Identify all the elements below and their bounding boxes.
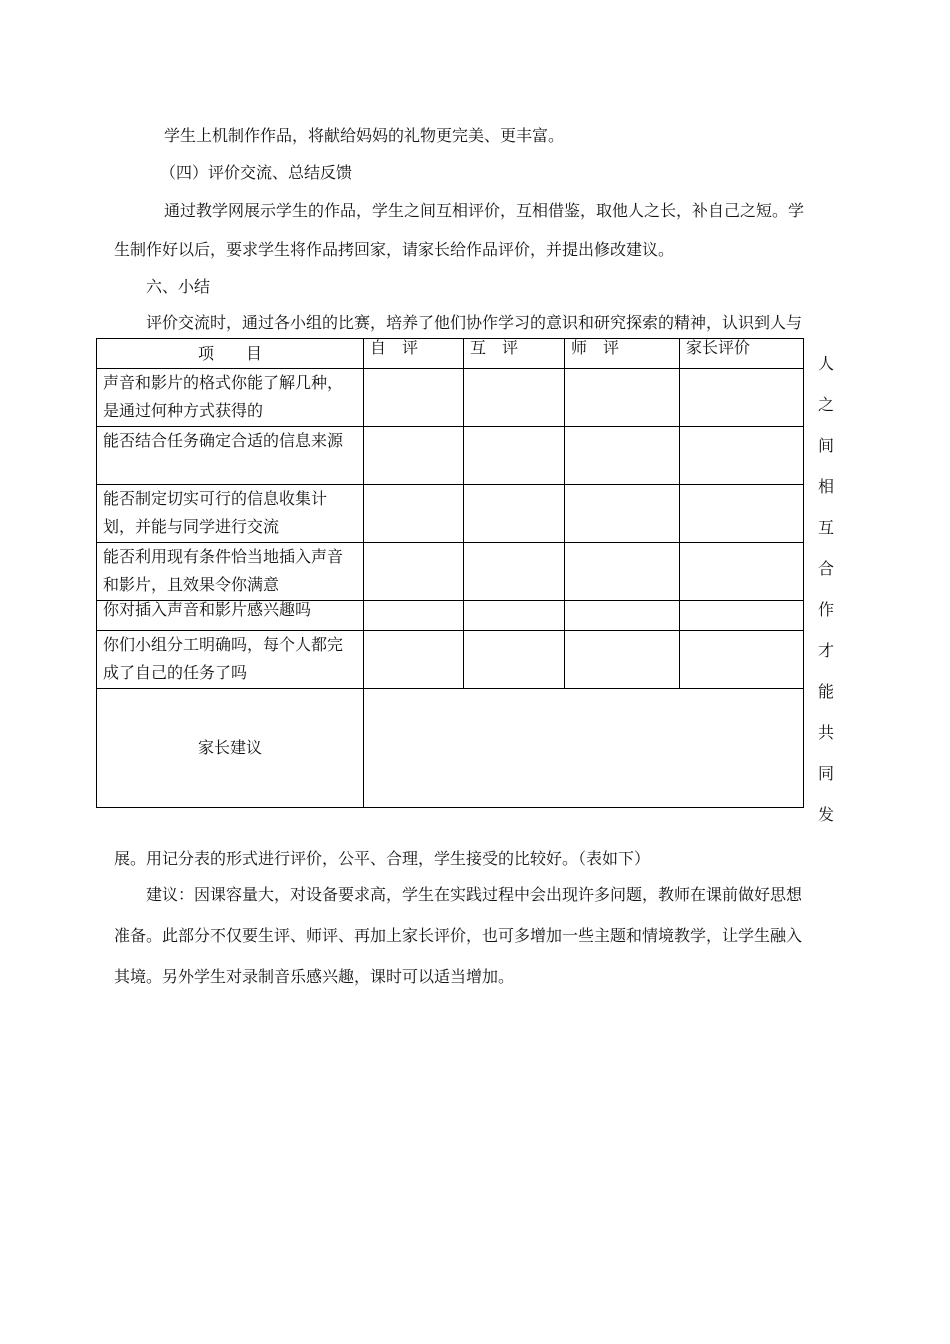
- cell-self: [364, 543, 464, 601]
- vertical-char: 共: [818, 723, 835, 742]
- cell-teacher: [565, 369, 680, 427]
- vertical-char: 同: [818, 764, 835, 783]
- cell-peer: [464, 543, 565, 601]
- parent-advice-row: [97, 689, 804, 808]
- vertical-char: 相: [818, 477, 835, 496]
- cell-parent: [680, 601, 804, 631]
- vertical-char: 合: [818, 559, 835, 578]
- table-row: [97, 543, 804, 601]
- table-row: [97, 631, 804, 689]
- cell-teacher: [565, 601, 680, 631]
- cell-parent: [680, 631, 804, 689]
- cell-teacher: [565, 543, 680, 601]
- table-row: [97, 369, 804, 427]
- row-item: 你们小组分工明确吗，每个人都完成了自己的任务了吗: [97, 631, 364, 689]
- header-peer-eval: 互 评: [464, 339, 565, 369]
- cell-self: [364, 631, 464, 689]
- cell-peer: [464, 485, 565, 543]
- cell-peer: [464, 427, 565, 485]
- row-item: 能否结合任务确定合适的信息来源: [97, 427, 364, 485]
- paragraph-1: 学生上机制作作品，将献给妈妈的礼物更完美、更丰富。: [164, 126, 565, 145]
- paragraph-6-line-1: 建议：因课容量大，对设备要求高，学生在实践过程中会出现许多问题，教师在课前做好思想: [146, 885, 803, 904]
- row-item: 能否利用现有条件恰当地插入声音和影片，且效果令你满意: [97, 543, 364, 601]
- vertical-char: 作: [818, 600, 835, 619]
- cell-self: [364, 485, 464, 543]
- parent-advice-cell: [364, 689, 804, 808]
- paragraph-6-line-2: 准备。此部分不仅要生评、师评、再加上家长评价，也可多增加一些主题和情境教学，让学生融入: [114, 926, 803, 945]
- header-teacher-eval: 师 评: [565, 339, 680, 369]
- paragraph-3-line-1: 通过教学网展示学生的作品，学生之间互相评价，互相借鉴，取他人之长，补自己之短。学: [164, 201, 805, 220]
- cell-peer: [464, 631, 565, 689]
- vertical-char: 互: [818, 518, 835, 537]
- cell-teacher: [565, 631, 680, 689]
- header-parent-eval: 家长评价: [680, 339, 804, 369]
- vertical-char: 间: [818, 436, 835, 455]
- header-self-eval: 自 评: [364, 339, 464, 369]
- vertical-char: 能: [818, 682, 835, 701]
- evaluation-table: [96, 338, 804, 808]
- section-heading-4: （四）评价交流、总结反馈: [160, 163, 353, 182]
- parent-advice-label: 家长建议: [97, 689, 364, 808]
- row-item: 你对插入声音和影片感兴趣吗: [97, 601, 364, 631]
- paragraph-5-line-1: 评价交流时，通过各小组的比赛，培养了他们协作学习的意识和研究探索的精神，认识到人与: [146, 313, 803, 332]
- vertical-char: 发: [818, 805, 835, 824]
- cell-self: [364, 601, 464, 631]
- cell-parent: [680, 369, 804, 427]
- table-row: [97, 427, 804, 485]
- paragraph-5-line-2: 展。用记分表的形式进行评价，公平、合理，学生接受的比较好。（表如下）: [114, 849, 651, 868]
- vertical-char: 才: [818, 641, 835, 660]
- table-row: [97, 601, 804, 631]
- cell-parent: [680, 485, 804, 543]
- cell-parent: [680, 427, 804, 485]
- vertical-char: 之: [818, 395, 835, 414]
- row-item: 能否制定切实可行的信息收集计划，并能与同学进行交流: [97, 485, 364, 543]
- section-heading-summary: 六、小结: [146, 277, 211, 296]
- cell-teacher: [565, 427, 680, 485]
- vertical-char: 人: [818, 354, 835, 373]
- cell-self: [364, 427, 464, 485]
- cell-self: [364, 369, 464, 427]
- header-item: 项 目: [97, 339, 364, 369]
- cell-parent: [680, 543, 804, 601]
- table-row: [97, 485, 804, 543]
- cell-peer: [464, 601, 565, 631]
- paragraph-6-line-3: 其境。另外学生对录制音乐感兴趣，课时可以适当增加。: [114, 967, 515, 986]
- paragraph-3-line-2: 生制作好以后，要求学生将作品拷回家，请家长给作品评价，并提出修改建议。: [114, 240, 675, 259]
- cell-peer: [464, 369, 565, 427]
- cell-teacher: [565, 485, 680, 543]
- row-item: 声音和影片的格式你能了解几种，是通过何种方式获得的: [97, 369, 364, 427]
